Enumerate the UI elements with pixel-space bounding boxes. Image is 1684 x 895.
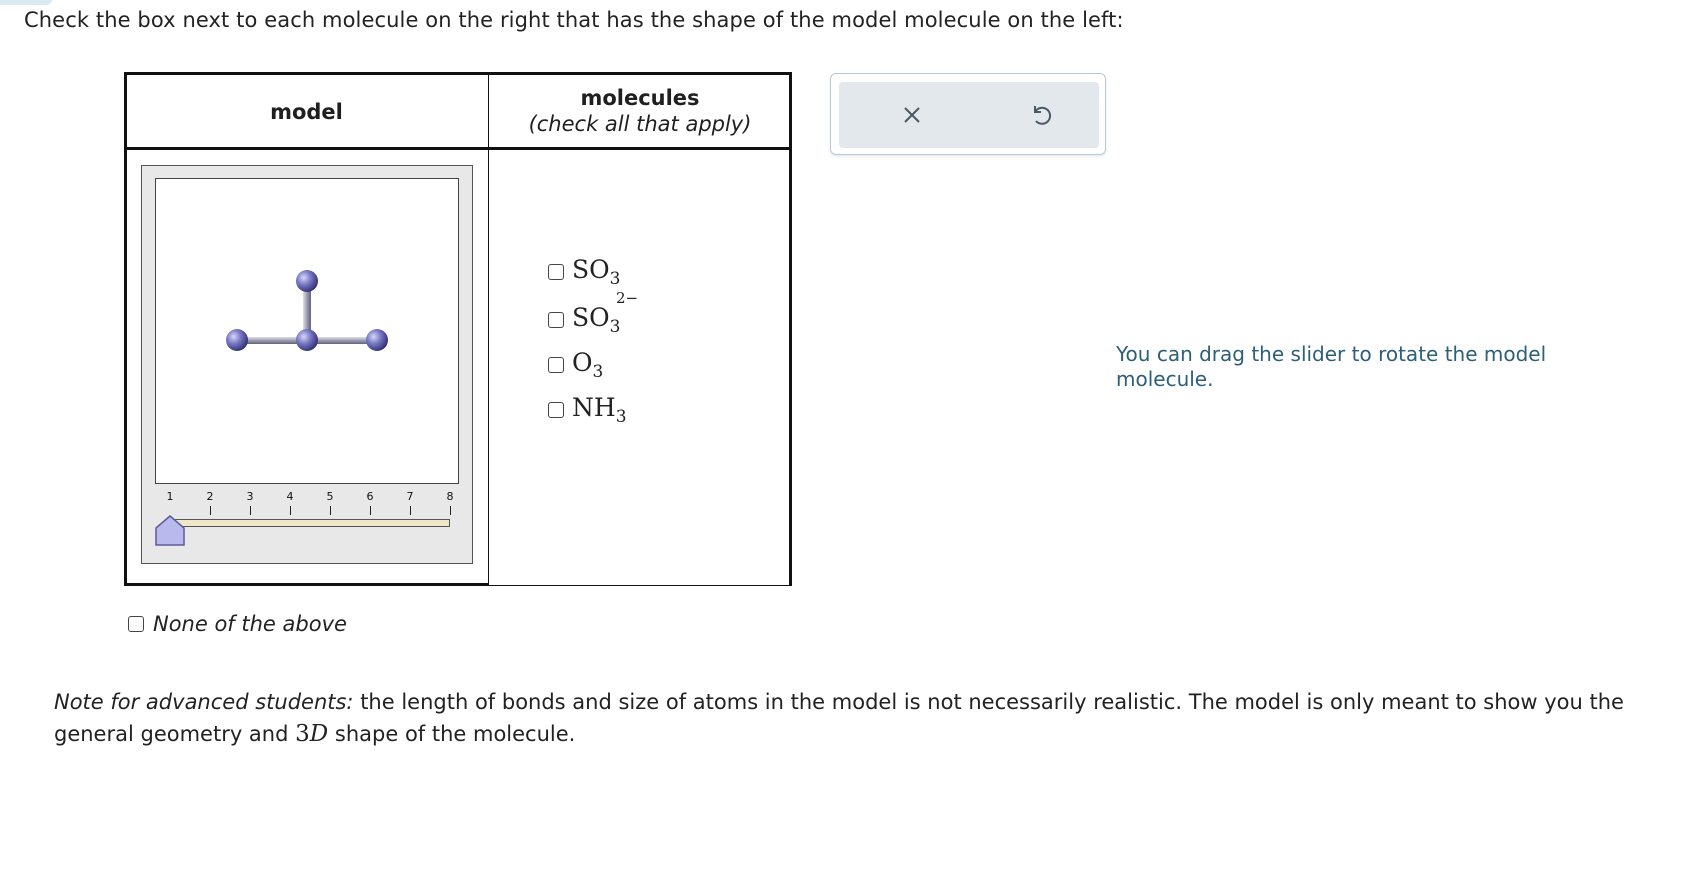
slider-thumb-shape bbox=[153, 513, 187, 547]
undo-icon bbox=[1026, 100, 1056, 130]
molecules-body-cell bbox=[488, 147, 792, 586]
atom-left bbox=[226, 329, 248, 351]
option-so3[interactable] bbox=[548, 257, 620, 287]
undo-button[interactable] bbox=[1026, 100, 1056, 130]
atom-central bbox=[296, 329, 318, 351]
option-nh3-formula: $NH_3$ bbox=[572, 393, 627, 427]
slider-tick-mark bbox=[410, 506, 411, 515]
option-nh3[interactable] bbox=[548, 395, 627, 425]
molecule-model bbox=[156, 179, 458, 483]
slider-hint: You can drag the slider to rotate the model molecule. bbox=[1116, 342, 1547, 391]
advanced-note-lead: Note for advanced students: bbox=[54, 690, 354, 714]
slider-tick-mark bbox=[370, 506, 371, 515]
molecules-subheader: (check all that apply) bbox=[528, 112, 752, 136]
option-so3-checkbox[interactable] bbox=[548, 264, 564, 280]
none-of-the-above[interactable] bbox=[128, 612, 347, 636]
clear-button[interactable] bbox=[897, 100, 927, 130]
molecules-header: molecules bbox=[580, 86, 700, 110]
slider-tick-mark bbox=[450, 506, 451, 515]
advanced-note bbox=[54, 686, 1654, 750]
option-o3-checkbox[interactable] bbox=[548, 357, 564, 373]
slider-tick-label: 3 bbox=[246, 490, 254, 503]
option-so3-2minus[interactable] bbox=[548, 289, 639, 337]
option-so3-2minus-checkbox[interactable] bbox=[548, 312, 564, 328]
tool-panel bbox=[830, 73, 1106, 155]
slider-tick-label: 6 bbox=[366, 490, 374, 503]
option-so3-2minus-formula: $SO_3$ 2− bbox=[572, 289, 639, 337]
slider-thumb[interactable] bbox=[153, 513, 187, 547]
model-header: model bbox=[270, 100, 343, 124]
advanced-note-body-1: the length of bonds and size of atoms in the model is not necessarily realistic. The model is only meant to show you the general geometry and bbox=[54, 690, 1624, 746]
slider-tick-label: 7 bbox=[406, 490, 414, 503]
molecule-canvas[interactable] bbox=[155, 178, 459, 484]
slider-tick-mark bbox=[330, 506, 331, 515]
option-o3-formula: $O_3$ bbox=[572, 348, 604, 382]
model-viewer bbox=[141, 165, 473, 564]
option-o3[interactable] bbox=[548, 350, 603, 380]
none-of-the-above-checkbox[interactable] bbox=[128, 616, 144, 632]
slider-tick-mark bbox=[250, 506, 251, 515]
x-icon bbox=[897, 100, 927, 130]
slider-tick-label: 4 bbox=[286, 490, 294, 503]
slider-tick-mark bbox=[290, 506, 291, 515]
slider-tick-label: 2 bbox=[206, 490, 214, 503]
molecules-header-cell bbox=[488, 72, 792, 150]
slider-track[interactable] bbox=[170, 519, 450, 527]
question-prompt: Check the box next to each molecule on the right that has the shape of the model molecule on the left: bbox=[24, 8, 1124, 32]
slider-tick-label: 8 bbox=[446, 490, 454, 503]
slider-tick-mark bbox=[210, 506, 211, 515]
slider-tick-label: 5 bbox=[326, 490, 334, 503]
question-table bbox=[124, 72, 792, 586]
atom-right bbox=[366, 329, 388, 351]
option-so3-formula: $SO_3$ bbox=[572, 255, 621, 289]
advanced-note-body-2: shape of the molecule. bbox=[328, 722, 576, 746]
option-nh3-checkbox[interactable] bbox=[548, 402, 564, 418]
atom-top bbox=[296, 270, 318, 292]
advanced-note-math: 3D bbox=[295, 721, 329, 747]
none-of-the-above-label: None of the above bbox=[153, 612, 347, 636]
top-corner-tab bbox=[0, 0, 52, 5]
rotation-slider[interactable] bbox=[150, 488, 466, 558]
tool-panel-inner bbox=[839, 82, 1099, 148]
slider-tick-label: 1 bbox=[166, 490, 174, 503]
